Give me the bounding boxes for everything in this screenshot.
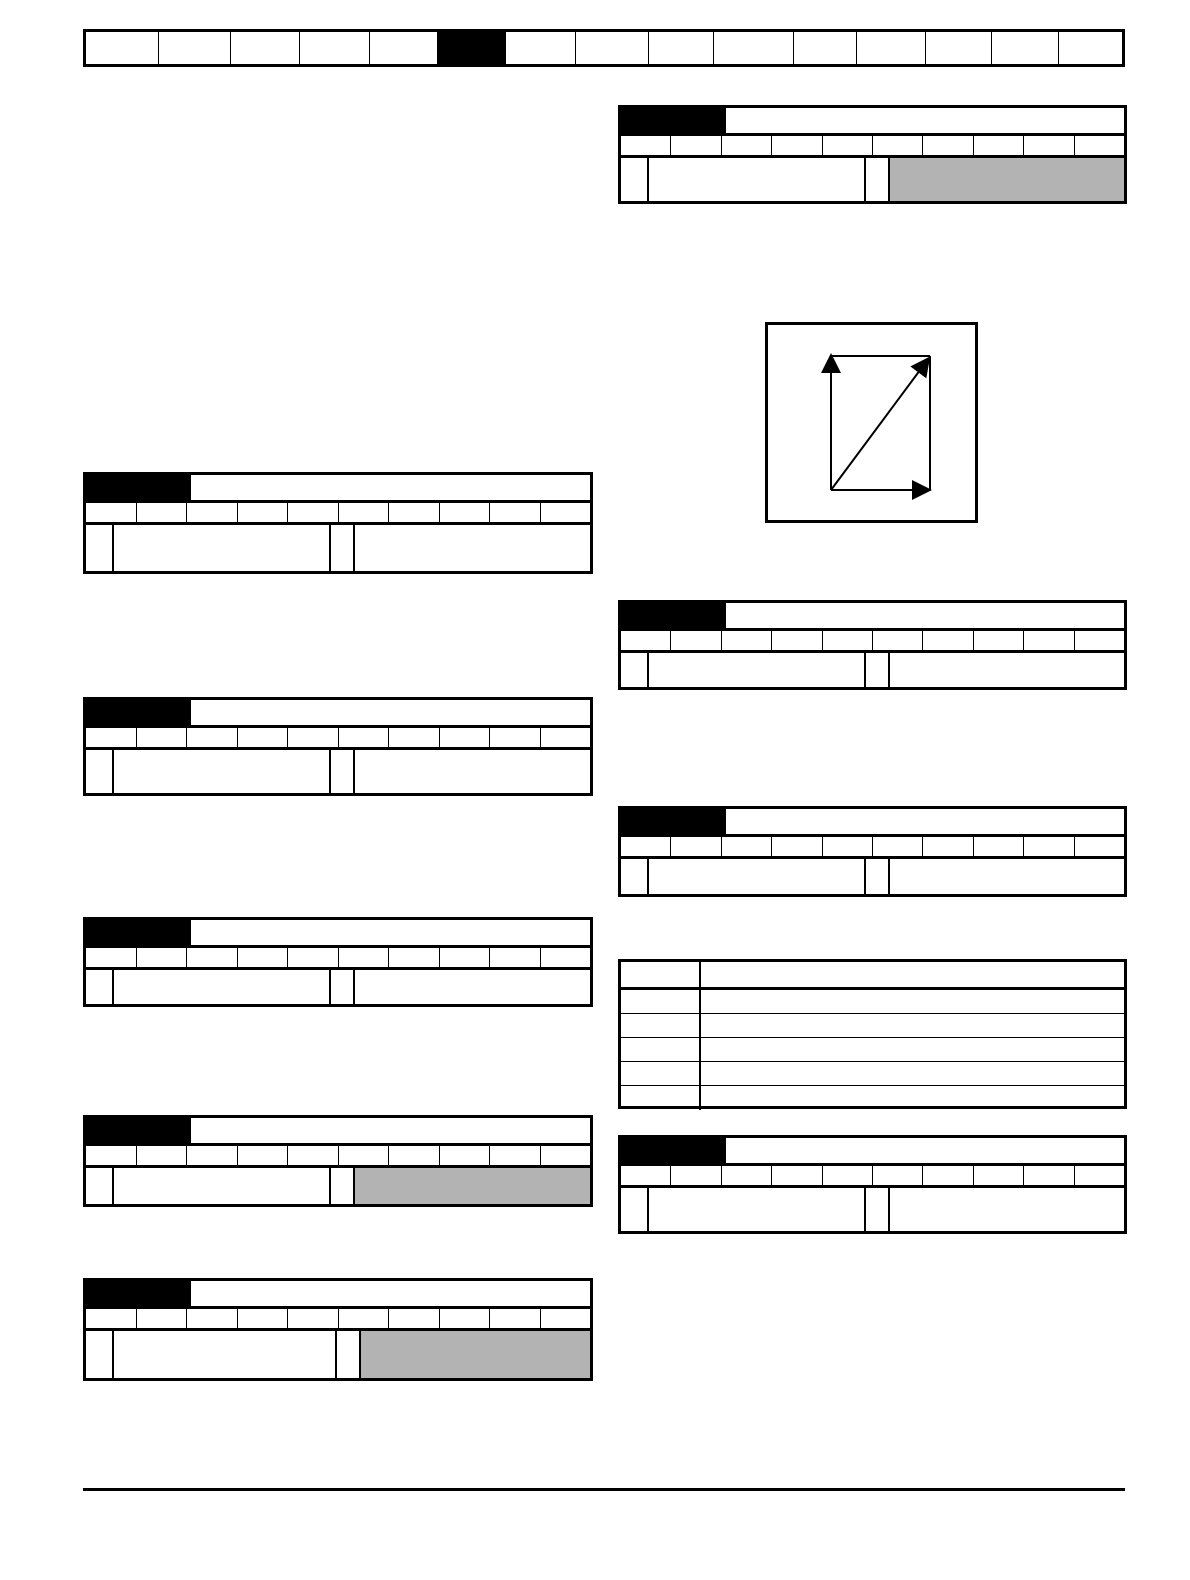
parameter-table-right-top bbox=[618, 105, 1127, 204]
section-tab-7[interactable] bbox=[506, 32, 576, 64]
vector-diagram-svg bbox=[768, 325, 975, 520]
parameter-table-right-2 bbox=[618, 600, 1127, 690]
section-tab-8[interactable] bbox=[576, 32, 649, 64]
section-tab-13[interactable] bbox=[926, 32, 992, 64]
section-tab-bar bbox=[83, 29, 1125, 67]
section-tab-4[interactable] bbox=[300, 32, 370, 64]
section-tab-12[interactable] bbox=[857, 32, 926, 64]
section-tab-1[interactable] bbox=[86, 32, 159, 64]
section-tab-15[interactable] bbox=[1059, 32, 1122, 64]
section-tab-10[interactable] bbox=[714, 32, 794, 64]
parameter-table-left-3 bbox=[83, 917, 593, 1007]
section-tab-2[interactable] bbox=[159, 32, 231, 64]
parameter-code-cell bbox=[621, 108, 726, 133]
reference-table bbox=[618, 959, 1127, 1109]
section-tab-5[interactable] bbox=[370, 32, 438, 64]
footer-rule bbox=[83, 1488, 1125, 1491]
vector-diagram bbox=[765, 322, 978, 523]
reference-table-row bbox=[621, 1062, 1124, 1086]
section-tab-14[interactable] bbox=[992, 32, 1059, 64]
section-tab-11[interactable] bbox=[794, 32, 857, 64]
section-tab-3[interactable] bbox=[231, 32, 300, 64]
parameter-name-cell bbox=[726, 108, 1124, 133]
resultant-arrow bbox=[831, 358, 929, 490]
section-tab-6-active[interactable] bbox=[438, 32, 506, 64]
parameter-default-cell bbox=[890, 158, 1124, 201]
reference-table-row bbox=[621, 1086, 1124, 1110]
parameter-range-cell bbox=[649, 158, 866, 201]
parameter-table-left-5 bbox=[83, 1278, 593, 1381]
reference-table-header bbox=[621, 962, 1124, 990]
parameter-table-left-1 bbox=[83, 472, 593, 574]
section-tab-9[interactable] bbox=[649, 32, 714, 64]
parameter-table-right-4 bbox=[618, 1135, 1127, 1234]
parameter-coding-row bbox=[621, 136, 1124, 158]
reference-table-row bbox=[621, 1038, 1124, 1062]
parameter-table-left-2 bbox=[83, 697, 593, 796]
reference-table-row bbox=[621, 990, 1124, 1014]
reference-table-row bbox=[621, 1014, 1124, 1038]
parameter-table-right-3 bbox=[618, 806, 1127, 897]
parameter-table-left-4 bbox=[83, 1115, 593, 1207]
